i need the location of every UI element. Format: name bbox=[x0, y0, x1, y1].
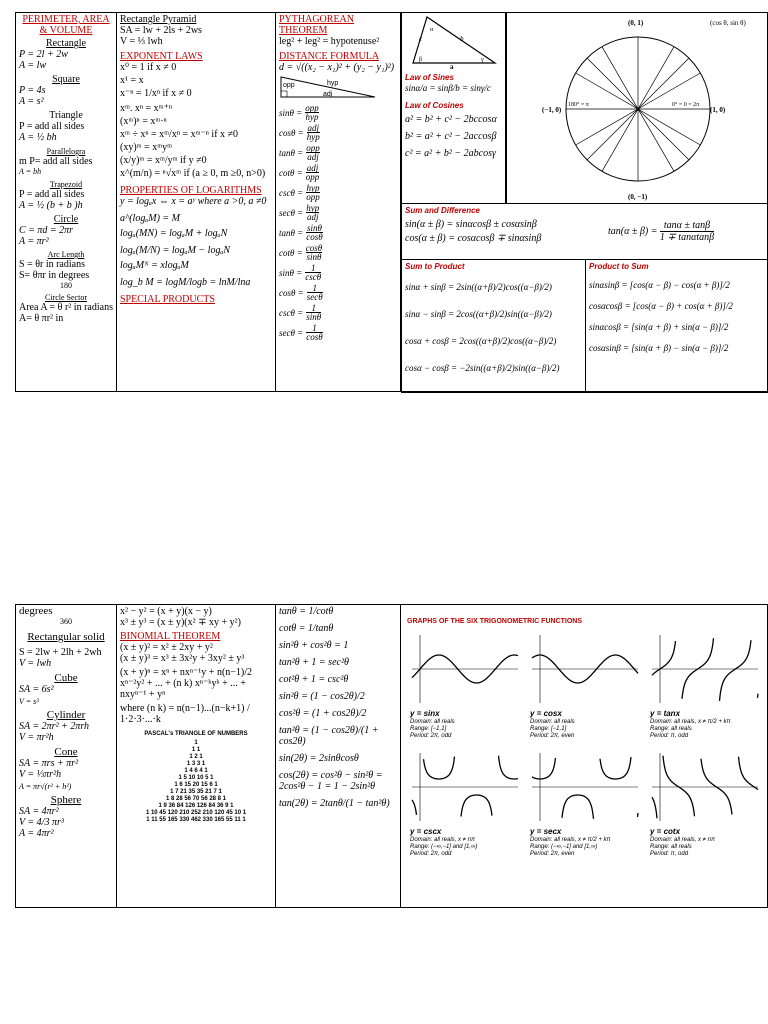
formula: a² = b² + c² − 2bccosα bbox=[405, 114, 497, 125]
graph-property: Range: (−∞,−1] and [1,∞) bbox=[410, 844, 478, 850]
pascal-row: 1 3 3 1 bbox=[186, 761, 206, 767]
formula: SA = πrs + πr² bbox=[19, 758, 79, 769]
formula-sheet-top bbox=[15, 12, 768, 392]
graph-property: Domain: all reals, x ≠ π/2 + kπ bbox=[530, 837, 611, 843]
formula: cosαsinβ = [sin(α + β) − sin(α − β)]/2 bbox=[589, 343, 729, 353]
pascal-row: 1 8 28 56 70 56 28 8 1 bbox=[165, 796, 227, 802]
ratio-formula bbox=[279, 204, 397, 221]
shape-heading: Parallelogra bbox=[46, 147, 86, 156]
formula: cos(α ± β) = cosαcosβ ∓ sinαsinβ bbox=[405, 233, 542, 244]
formula: V = ⅓ lwh bbox=[120, 36, 163, 47]
formula: xᵐ ÷ xⁿ = xᵐ/xⁿ = xᵐ⁻ⁿ if x ≠0 bbox=[120, 129, 239, 140]
formula: P = 2l + 2w bbox=[19, 49, 68, 60]
formula: sinαcosβ = [sin(α + β) + sin(α − β)]/2 bbox=[589, 322, 729, 332]
fraction-numerator: sinθ bbox=[306, 223, 322, 233]
formula: tanθ = 1/cotθ bbox=[279, 606, 334, 617]
point-top: (0, 1) bbox=[628, 19, 644, 27]
ratio-function: cscθ = bbox=[279, 307, 304, 318]
angle-0: 0° = 0 = 2π bbox=[672, 102, 700, 108]
formula: C = πd = 2πr bbox=[19, 225, 74, 236]
graph-property: Period: π, odd bbox=[650, 851, 689, 857]
pascal-heading: PASCAL's TRIANGLE OF NUMBERS bbox=[144, 731, 248, 737]
formula: sin(α ± β) = sinαcosβ ± cosαsinβ bbox=[405, 219, 537, 230]
generic-point: (cos θ, sin θ) bbox=[710, 19, 746, 27]
fraction-denominator: opp bbox=[306, 192, 320, 202]
formula: P = add all sides bbox=[19, 121, 85, 132]
shape-heading: Rectangle bbox=[46, 38, 86, 49]
sum-to-product-cell bbox=[401, 259, 586, 393]
formula: (xᵐ)ⁿ = xᵐ·ⁿ bbox=[120, 116, 167, 127]
section-heading: Law of Sines bbox=[405, 73, 454, 82]
ratio-function: tanθ = bbox=[279, 147, 304, 158]
unit-circle-spoke bbox=[638, 109, 689, 160]
svg-text:α: α bbox=[430, 27, 434, 33]
unit-circle-spoke bbox=[638, 47, 674, 109]
graph-plot bbox=[410, 633, 520, 705]
svg-text:b: b bbox=[460, 35, 464, 43]
formula: S = 2lw + 2lh + 2wh bbox=[19, 647, 102, 658]
pascal-row: 1 9 36 84 126 126 84 36 9 1 bbox=[158, 803, 234, 809]
graph-axes bbox=[412, 753, 518, 821]
pascal-row: 1 5 10 10 5 1 bbox=[178, 775, 214, 781]
formula: SA = 2πr² + 2πrh bbox=[19, 721, 90, 732]
formula: A = bh bbox=[19, 167, 42, 176]
unit-circle-spoke bbox=[576, 109, 638, 145]
formula: cos²θ = (1 + cos2θ)/2 bbox=[279, 708, 367, 719]
graph-property: Range: all reals bbox=[650, 726, 692, 732]
svg-text:c: c bbox=[419, 35, 423, 43]
formula: A = s² bbox=[19, 96, 44, 107]
graph-axes bbox=[532, 635, 638, 703]
formula: c² = a² + b² − 2abcosγ bbox=[405, 148, 496, 159]
formula: leg² + leg² = hypotenuse² bbox=[279, 36, 380, 47]
volume-column bbox=[16, 605, 117, 907]
unit-circle-spoke bbox=[587, 58, 638, 109]
unit-circle-spoke bbox=[602, 47, 638, 109]
formula: 360 bbox=[60, 617, 72, 626]
formula: A = ½ (b + b )h bbox=[19, 200, 83, 211]
formula-sheet-bottom bbox=[15, 604, 768, 908]
formula: xᵐ. xⁿ = xᵐ⁺ⁿ bbox=[120, 103, 172, 114]
graph-axes bbox=[652, 753, 758, 821]
pascal-row: 1 7 21 35 35 21 7 1 bbox=[170, 789, 222, 795]
section-heading: Sum and Difference bbox=[405, 206, 480, 215]
trig-ratios-column bbox=[276, 13, 401, 391]
formula: sin(2θ) = 2sinθcosθ bbox=[279, 753, 359, 764]
formula: x² − y² = (x + y)(x − y) bbox=[120, 606, 212, 617]
section-heading: EXPONENT LAWS bbox=[120, 51, 203, 62]
laws-of-sines-cosines bbox=[401, 12, 506, 204]
shape-heading: Cube bbox=[54, 672, 78, 684]
trig-graph bbox=[410, 633, 520, 740]
shape-heading: Sphere bbox=[50, 794, 82, 806]
trig-graphs-column bbox=[401, 605, 768, 907]
unit-circle-spoke bbox=[602, 109, 638, 171]
perimeter-area-column bbox=[16, 13, 117, 391]
pascal-row: 1 bbox=[194, 740, 198, 746]
ratio-function: cosθ = bbox=[279, 287, 304, 298]
product-to-sum-cell bbox=[585, 259, 768, 393]
graph-curve bbox=[412, 756, 518, 817]
formula: x⁰ = 1 if x ≠ 0 bbox=[120, 62, 177, 73]
section-heading: GRAPHS OF THE SIX TRIGONOMETRIC FUNCTIONS bbox=[407, 618, 583, 625]
formula: (x + y)ⁿ = xⁿ + nxⁿ⁻¹y + n(n−1)/2 xⁿ⁻²y² + ... + (n k) xⁿ⁻ᵏyᵏ + ... + nxyⁿ⁻¹ + yⁿ bbox=[120, 667, 253, 700]
fraction-denominator: 1 ∓ tanαtanβ bbox=[659, 232, 715, 243]
fraction-denominator: hyp bbox=[305, 112, 319, 122]
formula: logₐMᴺ = xlogₐM bbox=[120, 260, 189, 271]
fraction-denominator: opp bbox=[305, 172, 320, 182]
formula: (x ± y)² = x² ± 2xy + y² bbox=[120, 642, 213, 653]
formula: x¹ = x bbox=[120, 75, 144, 86]
ratio-function: cosθ = bbox=[279, 127, 304, 138]
formula: d = √((x₂ − x₁)² + (y₂ − y₁)²) bbox=[279, 62, 395, 73]
formula: S = θr in radians bbox=[19, 259, 85, 270]
formula: cot²θ + 1 = csc²θ bbox=[279, 674, 349, 685]
section-heading: BINOMIAL THEOREM bbox=[120, 631, 221, 642]
formula: V = 4/3 πr³ bbox=[19, 817, 64, 828]
formula: x⁻ⁿ = 1/xⁿ if x ≠ 0 bbox=[120, 88, 192, 99]
formula: V = ⅓πr²h bbox=[19, 769, 62, 780]
graph-property: Domain: all reals bbox=[410, 719, 455, 725]
shape-heading: Rectangular solid bbox=[27, 631, 105, 643]
formula: sinα/a = sinβ/b = sinγ/c bbox=[405, 83, 491, 93]
ratio-formula bbox=[279, 304, 397, 321]
pascal-row: 1 1 bbox=[191, 747, 201, 753]
formula: A = πr² bbox=[19, 236, 49, 247]
formula: sin²θ = (1 − cos2θ)/2 bbox=[279, 691, 365, 702]
graph-property: Range: [−1,1] bbox=[530, 726, 567, 732]
formula: A = 4πr² bbox=[19, 828, 54, 839]
graph-property: Period: 2π, odd bbox=[410, 733, 452, 739]
graph-property: Period: 2π, even bbox=[530, 851, 575, 857]
formula: b² = a² + c² − 2accosβ bbox=[405, 131, 497, 142]
shape-heading: Arc Length bbox=[47, 250, 85, 259]
formula: P = add all sides bbox=[19, 189, 85, 200]
formula: tan(2θ) = 2tanθ/(1 − tan²θ) bbox=[279, 798, 390, 809]
ratio-function: secθ = bbox=[279, 327, 304, 338]
graph-axes bbox=[412, 635, 518, 703]
fraction-numerator: 1 bbox=[306, 324, 322, 333]
formula: cotθ = 1/tanθ bbox=[279, 623, 334, 634]
ratio-formula bbox=[279, 104, 397, 121]
formula: SA = 6s² bbox=[19, 684, 54, 695]
pascal-row: 1 6 15 20 15 6 1 bbox=[174, 782, 218, 788]
point-right: (1, 0) bbox=[710, 106, 726, 114]
formula: m P= add all sides bbox=[19, 156, 93, 167]
graph-plot bbox=[530, 633, 640, 705]
graph-curve bbox=[652, 638, 758, 701]
ratio-formula bbox=[279, 224, 397, 241]
trig-graph bbox=[650, 633, 760, 740]
opp-label: opp bbox=[283, 82, 295, 89]
binomial-column bbox=[117, 605, 276, 907]
section-heading: DISTANCE FORMULA bbox=[279, 51, 380, 62]
fraction-numerator: adj bbox=[307, 123, 319, 133]
graph-curve bbox=[532, 757, 638, 819]
unit-circle-spoke bbox=[587, 109, 638, 160]
graph-axes bbox=[532, 753, 638, 821]
formula: log_b M = logM/logb = lnM/lna bbox=[120, 277, 251, 288]
formula: sinα − sinβ = 2cos((α+β)/2)sin((α−β)/2) bbox=[405, 309, 552, 319]
formula: sin²θ + cos²θ = 1 bbox=[279, 640, 349, 651]
formula: A = ½ bh bbox=[19, 132, 57, 143]
graph-plot bbox=[650, 633, 760, 705]
formula: A = lw bbox=[19, 60, 47, 71]
fraction-denominator: secθ bbox=[306, 292, 323, 302]
point-bottom: (0, −1) bbox=[628, 193, 648, 201]
formula: SA = lw + 2ls + 2ws bbox=[120, 25, 202, 36]
pascal-row: 1 10 45 120 210 252 210 120 45 10 1 bbox=[145, 810, 247, 816]
formula: Area A = θ r² in radians bbox=[19, 302, 113, 313]
formula: 180 bbox=[60, 281, 72, 290]
pascal-row: 1 11 55 165 330 462 330 165 55 11 1 bbox=[146, 817, 246, 823]
graph-property: Range: (−∞,−1] and [1,∞) bbox=[530, 844, 598, 850]
graph-title: y = cosx bbox=[530, 709, 562, 718]
formula: tan(α ± β) = bbox=[608, 225, 658, 237]
section-heading: Sum to Product bbox=[405, 262, 465, 271]
pascal-row: 1 4 6 4 1 bbox=[184, 768, 208, 774]
ratio-formula bbox=[279, 164, 397, 181]
trig-graph bbox=[650, 751, 760, 858]
shape-heading: Triangle bbox=[49, 110, 83, 121]
svg-text:a: a bbox=[450, 63, 454, 69]
fraction-numerator: opp bbox=[305, 103, 319, 113]
fraction-numerator: tanα ± tanβ bbox=[660, 220, 714, 232]
fraction-numerator: cosθ bbox=[305, 243, 323, 253]
formula: A = πr√(r² + h²) bbox=[19, 782, 72, 791]
graph-plot bbox=[530, 751, 640, 823]
adj-label: adj bbox=[323, 91, 333, 98]
formula: cosαcosβ = [cos(α − β) + cos(α + β)]/2 bbox=[589, 301, 733, 311]
formula: tan²θ + 1 = sec²θ bbox=[279, 657, 349, 668]
fraction-denominator: sinθ bbox=[306, 252, 322, 262]
graph-property: Domain: all reals bbox=[530, 719, 575, 725]
hyp-label: hyp bbox=[327, 80, 339, 87]
fraction-numerator: hyp bbox=[306, 183, 320, 193]
unit-circle-cell bbox=[506, 12, 768, 204]
formula: SA = 4πr² bbox=[19, 806, 59, 817]
graph-property: Domain: all reals, x ≠ nπ bbox=[410, 837, 476, 843]
exponent-log-column bbox=[117, 13, 276, 391]
graph-title: y = secx bbox=[530, 827, 562, 836]
formula: where (n k) = n(n−1)...(n−k+1) / 1·2·3·...·k bbox=[120, 703, 250, 725]
ratio-formula bbox=[279, 184, 397, 201]
formula: sinα + sinβ = 2sin((α+β)/2)cos((α−β)/2) bbox=[405, 282, 552, 292]
fraction-denominator: hyp bbox=[306, 132, 320, 142]
fraction-denominator: cosθ bbox=[306, 232, 323, 242]
shape-heading: Square bbox=[52, 74, 80, 85]
unit-circle-spoke bbox=[638, 109, 700, 145]
formula: degrees bbox=[19, 605, 53, 617]
trig-graph bbox=[530, 633, 640, 740]
ratio-function: sinθ = bbox=[279, 267, 303, 278]
formula: cosα − cosβ = −2sin((α+β)/2)sin((α−β)/2) bbox=[405, 363, 560, 373]
ratio-function: cotθ = bbox=[279, 167, 303, 178]
shape-heading: Circle bbox=[53, 214, 79, 225]
shape-heading: Rectangle Pyramid bbox=[120, 14, 197, 25]
fraction-denominator: cscθ bbox=[305, 272, 322, 282]
ratio-function: cotθ = bbox=[279, 247, 303, 258]
section-heading: PERIMETER, AREA & VOLUME bbox=[22, 14, 110, 36]
graph-plot bbox=[650, 751, 760, 823]
formula: logₐ(MN) = logₐM + logₐN bbox=[120, 228, 228, 239]
svg-text:γ: γ bbox=[481, 57, 484, 63]
shape-heading: Circle Sector bbox=[45, 293, 87, 302]
ratio-formula bbox=[279, 324, 397, 341]
shape-heading: Trapezoid bbox=[49, 180, 83, 189]
fraction-denominator: adj bbox=[306, 212, 319, 222]
graph-title: y = cotx bbox=[650, 827, 681, 836]
ratio-function: tanθ = bbox=[279, 227, 304, 238]
formula: S= θπr in degrees bbox=[19, 270, 90, 281]
tan-sum-formula bbox=[608, 220, 714, 243]
trig-graph-grid bbox=[404, 627, 766, 897]
graph-property: Range: all reals bbox=[650, 844, 692, 850]
shape-heading: Cone bbox=[54, 746, 78, 758]
formula: logₐ(M/N) = logₐM − logₐN bbox=[120, 245, 231, 256]
section-heading: PROPERTIES OF LOGARITHMS bbox=[120, 185, 262, 196]
formula: y = logₐx ⇔ x = aʸ where a >0, a ≠0 bbox=[120, 196, 267, 207]
section-heading: PYTHAGOREAN THEOREM bbox=[279, 14, 354, 36]
ratio-list bbox=[279, 104, 397, 341]
ratio-function: secθ = bbox=[279, 207, 304, 218]
fraction-numerator: 1 bbox=[306, 304, 321, 313]
svg-text:β: β bbox=[419, 57, 423, 63]
shape-heading: Cylinder bbox=[46, 709, 86, 721]
graph-property: Domain: all reals, x ≠ nπ bbox=[650, 837, 716, 843]
graph-title: y = cscx bbox=[410, 827, 442, 836]
fraction-numerator: opp bbox=[306, 143, 320, 153]
formula: x³ ± y³ = (x ± y)(x² ∓ xy + y²) bbox=[120, 617, 241, 628]
ratio-formula bbox=[279, 124, 397, 141]
formula: V = πr²h bbox=[19, 732, 54, 743]
graph-property: Domain: all reals, x ≠ π/2 + kπ bbox=[650, 719, 731, 725]
formula: A= θ πr² in bbox=[19, 313, 64, 324]
graph-property: Period: 2π, even bbox=[530, 733, 575, 739]
formula: P = 4s bbox=[19, 85, 46, 96]
formula: tan²θ = (1 − cos2θ)/(1 + cos2θ) bbox=[279, 725, 379, 747]
formula: cos(2θ) = cos²θ − sin²θ = 2cos²θ − 1 = 1 − 2sin²θ bbox=[279, 770, 383, 792]
formula: cosα + cosβ = 2cos((α+β)/2)cos((α−β)/2) bbox=[405, 336, 557, 346]
fraction-numerator: adj bbox=[306, 163, 319, 173]
fraction-denominator: adj bbox=[307, 152, 319, 162]
ratio-formula bbox=[279, 264, 397, 281]
pascal-row: 1 2 1 bbox=[189, 754, 203, 760]
formula: x^(m/n) = ⁿ√xᵐ if (a ≥ 0, m ≥0, n>0) bbox=[120, 168, 266, 179]
trig-graph bbox=[410, 751, 520, 858]
graph-axes bbox=[652, 635, 758, 703]
unit-circle-diagram bbox=[510, 13, 766, 201]
unit-circle-spoke bbox=[638, 109, 674, 171]
right-triangle-diagram bbox=[279, 75, 379, 101]
fraction-numerator: 1 bbox=[305, 264, 321, 273]
section-heading: Law of Cosines bbox=[405, 101, 464, 110]
fraction-denominator: cosθ bbox=[306, 332, 323, 342]
oblique-triangle-diagram bbox=[405, 13, 503, 69]
pascal-triangle bbox=[120, 740, 272, 824]
fraction-numerator: hyp bbox=[306, 203, 320, 213]
section-heading: SPECIAL PRODUCTS bbox=[120, 294, 215, 305]
identities-column bbox=[276, 605, 401, 907]
graph-title: y = sinx bbox=[410, 709, 440, 718]
ratio-function: sinθ = bbox=[279, 107, 303, 118]
formula: V = lwh bbox=[19, 658, 52, 669]
graph-title: y = tanx bbox=[650, 709, 681, 718]
section-heading: Product to Sum bbox=[589, 262, 649, 271]
ratio-formula bbox=[279, 284, 397, 301]
ratio-formula bbox=[279, 244, 397, 261]
graph-property: Period: 2π, odd bbox=[410, 851, 452, 857]
formula: (x ± y)³ = x³ ± 3x²y + 3xy² ± y³ bbox=[120, 653, 245, 664]
graph-property: Range: [−1,1] bbox=[410, 726, 447, 732]
ratio-function: cscθ = bbox=[279, 187, 304, 198]
formula: (xy)ᵐ = xᵐyᵐ bbox=[120, 142, 172, 153]
graph-plot bbox=[410, 751, 520, 823]
formula: a^(logₐM) = M bbox=[120, 213, 180, 224]
ratio-formula bbox=[279, 144, 397, 161]
formula: (x/y)ᵐ = xᵐ/yᵐ if y ≠0 bbox=[120, 155, 207, 166]
graph-property: Period: π, odd bbox=[650, 733, 689, 739]
angle-180: 180° = π bbox=[568, 102, 589, 108]
trig-graph bbox=[530, 751, 640, 858]
fraction-denominator: sinθ bbox=[306, 312, 322, 322]
sum-difference-cell bbox=[401, 203, 768, 260]
formula: sinαsinβ = [cos(α − β) − cos(α + β)]/2 bbox=[589, 280, 730, 290]
formula: V = s³ bbox=[19, 697, 39, 706]
point-left: (−1, 0) bbox=[542, 106, 562, 114]
fraction-numerator: 1 bbox=[307, 284, 323, 293]
